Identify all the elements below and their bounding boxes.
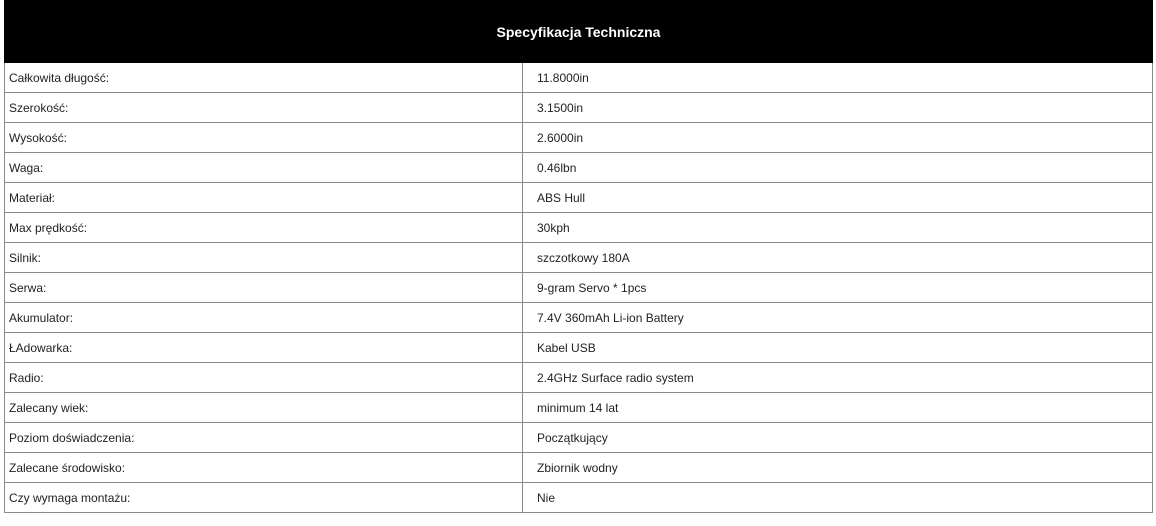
table-row: [5, 183, 1153, 213]
spec-value: minimum 14 lat: [523, 393, 1153, 423]
table-row: [5, 363, 1153, 393]
spec-label: Poziom doświadczenia:: [5, 423, 523, 453]
spec-value: 7.4V 360mAh Li-ion Battery: [523, 303, 1153, 333]
spec-value: 0.46lbn: [523, 153, 1153, 183]
spec-value: 2.6000in: [523, 123, 1153, 153]
table-row: [5, 423, 1153, 453]
spec-label: ŁAdowarka:: [5, 333, 523, 363]
spec-label: Serwa:: [5, 273, 523, 303]
spec-label: Radio:: [5, 363, 523, 393]
spec-value: 2.4GHz Surface radio system: [523, 363, 1153, 393]
spec-value: Nie: [523, 483, 1153, 513]
spec-header-row: [5, 1, 1153, 63]
spec-label: Czy wymaga montażu:: [5, 483, 523, 513]
spec-label: Zalecane środowisko:: [5, 453, 523, 483]
spec-value: 11.8000in: [523, 63, 1153, 93]
spec-value: 3.1500in: [523, 93, 1153, 123]
spec-value: ABS Hull: [523, 183, 1153, 213]
table-row: [5, 153, 1153, 183]
table-row: [5, 63, 1153, 93]
table-row: [5, 453, 1153, 483]
spec-table: [4, 0, 1153, 513]
spec-value: Kabel USB: [523, 333, 1153, 363]
spec-label: Materiał:: [5, 183, 523, 213]
table-row: [5, 93, 1153, 123]
spec-label: Całkowita długość:: [5, 63, 523, 93]
table-row: [5, 123, 1153, 153]
spec-table-title: Specyfikacja Techniczna: [5, 1, 1153, 63]
table-row: [5, 213, 1153, 243]
table-row: [5, 273, 1153, 303]
spec-value: 30kph: [523, 213, 1153, 243]
table-row: [5, 243, 1153, 273]
spec-label: Szerokość:: [5, 93, 523, 123]
spec-value: szczotkowy 180A: [523, 243, 1153, 273]
spec-value: Początkujący: [523, 423, 1153, 453]
table-row: [5, 333, 1153, 363]
spec-label: Max prędkość:: [5, 213, 523, 243]
spec-label: Silnik:: [5, 243, 523, 273]
spec-label: Wysokość:: [5, 123, 523, 153]
table-row: [5, 303, 1153, 333]
spec-label: Zalecany wiek:: [5, 393, 523, 423]
table-row: [5, 393, 1153, 423]
spec-value: 9-gram Servo * 1pcs: [523, 273, 1153, 303]
spec-label: Akumulator:: [5, 303, 523, 333]
table-row: [5, 483, 1153, 513]
spec-value: Zbiornik wodny: [523, 453, 1153, 483]
spec-label: Waga:: [5, 153, 523, 183]
